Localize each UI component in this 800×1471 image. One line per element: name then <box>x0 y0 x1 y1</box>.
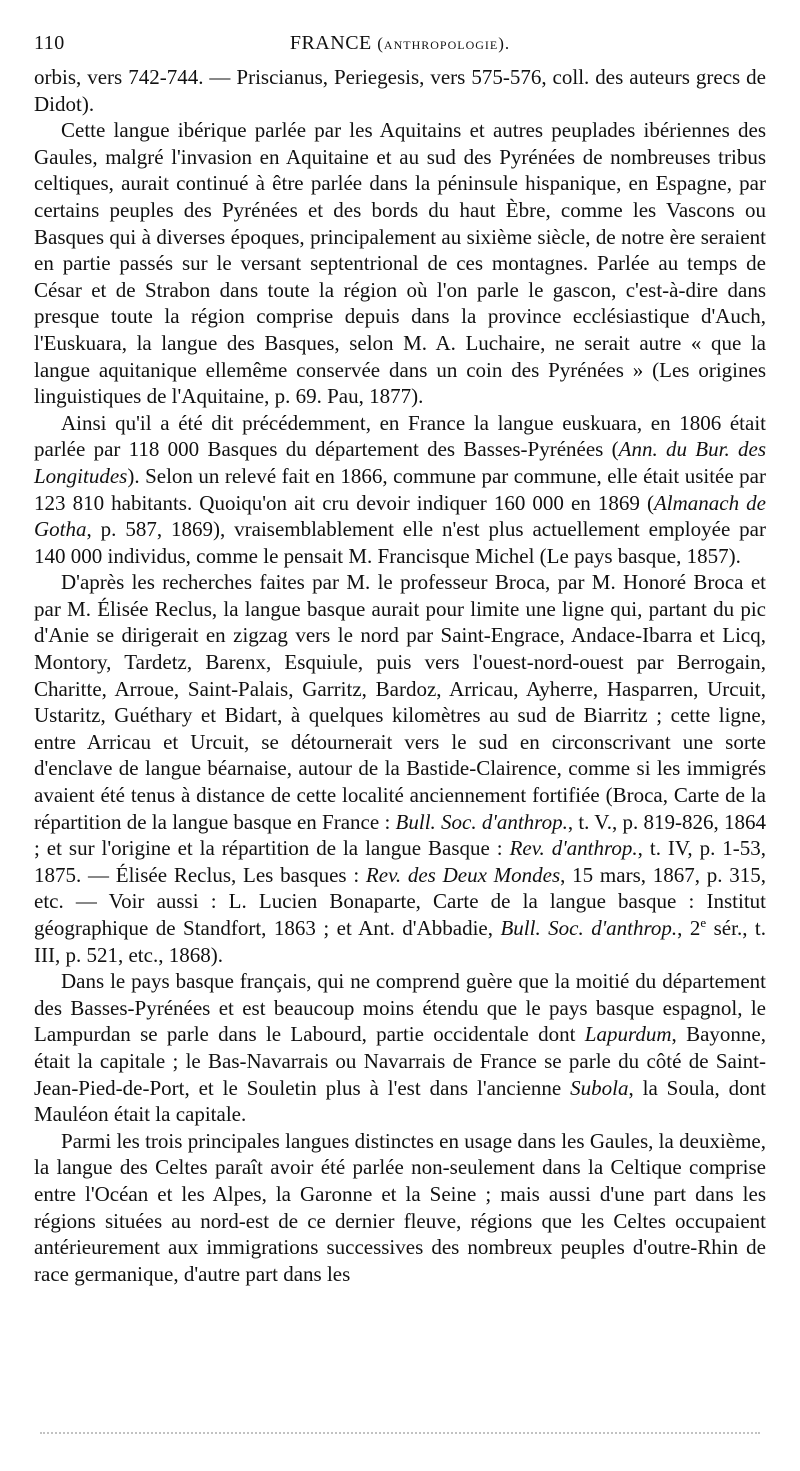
italic-citation: Subola <box>570 1075 629 1100</box>
text-run: , 2 <box>677 916 701 940</box>
running-header <box>34 30 766 56</box>
text-run: Dans le pays basque français, qui ne comprend guère que la moitié du département des Basses-Pyrénées et est beaucoup moins étendu que le pays basque espagnol, le Lampurdan se parle dans le Labourd, partie occidentale dont <box>34 969 766 1047</box>
header-subtitle: (anthropologie). <box>377 34 511 53</box>
text-run: , p. 587, 1869), vraisemblablement elle n'est plus actuellement employée par 140 000 individus, comme le pensait M. Francisque Michel (Le pays basque, 1857). <box>34 517 766 568</box>
page-number: 110 <box>34 32 65 54</box>
header-title-group <box>34 30 766 57</box>
text-run: , t. IV, p. 1-53, 1875. — Élisée Reclus, Les basques : <box>34 836 767 887</box>
text-run: ). Selon un relevé fait en 1866, commune par commune, elle était usitée par 123 810 habitants. Quoiqu'on ait cru devoir indiquer 160 000 en 1869 ( <box>34 463 766 515</box>
text-run: Ainsi qu'il a été dit précédemment, en France la langue euskuara, en 1806 était parlée par 118 000 Basques du département des Basses-Pyrénées ( <box>34 410 766 462</box>
text-run: , la Soula, dont Mauléon était la capitale. <box>34 1075 766 1127</box>
italic-citation: Bull. Soc. d'anthrop. <box>500 916 678 940</box>
text-run: Parmi les trois principales langues distinctes en usage dans les Gaules, la deuxième, la langue des Celtes paraît avoir été parlée non-seulement dans la Celtique comprise entre l'Océan et les Alpes, la Garonne et la Seine ; mais aussi d'une part dans les régions situées au nord-est de ce dernier fleuve, régions que les Celtes occupaient antérieurement aux immigrations successives des nombreux peuples d'outre-Rhin de race germanique, d'autre part dans les <box>34 1128 766 1286</box>
text-run: , 15 mars, 1867, p. 315, etc. — Voir aussi : L. Lucien Bonaparte, Carte de la langue basque : Institut géographique de Standfort, 1863 ; et Ant. d'Abbadie, <box>34 862 767 940</box>
paragraph <box>34 64 766 117</box>
text-run: sér., t. III, p. 521, etc., 1868). <box>34 916 767 967</box>
text-run: , Bayonne, était la capitale ; le Bas-Navarrais ou Navarrais de France se parle du côté de Saint-Jean-Pied-de-Port, et le Souletin plus à l'est dans l'ancienne <box>34 1022 766 1100</box>
paragraph <box>34 410 766 570</box>
paragraph <box>34 117 766 410</box>
page-edge-artifact <box>40 1432 760 1438</box>
paragraph <box>34 968 766 1128</box>
text-run: Cette langue ibérique parlée par les Aquitains et autres peuplades ibériennes des Gaules, malgré l'invasion en Aquitaine et au sud des Pyrénées de nombreuses tribus celtiques, aurait continué à être parlée dans la péninsule hispanique, en Espagne, par certains peuples des Pyrénées et des bords du haut Èbre, comme les Vascons ou Basques qui à diverses époques, principalement au sixième siècle, de notre ère seraient en partie passés sur le versant septentrional de ces montagnes. Parlée au temps de César et de Strabon dans toute la région où l'on parle le gascon, c'est-à-dire dans presque toute la région comprise depuis dans la province ecclésiastique d'Auch, l'Euskuara, la langue des Basques, selon M. A. Luchaire, ne serait autre « que la langue aquitanique ellemême conservée dans un coin des Pyrénées » (Les origines linguistiques de l'Aquitaine, p. 69. Pau, 1877). <box>34 118 766 409</box>
text-run: , t. V., p. 819-826, 1864 ; et sur l'origine et la répartition de la langue Basque : <box>34 809 766 861</box>
italic-citation: Rev. des Deux Mondes <box>365 862 561 887</box>
text-run: D'après les recherches faites par M. le professeur Broca, par M. Honoré Broca et par M. Élisée Reclus, la langue basque aurait pour limite une ligne qui, partant du pic d'Anie se dirigerait en zigzag vers le nord par Saint-Engrace, Andace-Ibarra et Licq, Montory, Tardetz, Barenx, Esquiule, puis vers l'ouest-nord-ouest par Berrogain, Charitte, Arroue, Saint-Palais, Garritz, Bardoz, Arricau, Ayherre, Hasparren, Urcuit, Ustaritz, Guéthary et Bidart, à quelques kilomètres au sud de Biarritz ; cette ligne, entre Arricau et Urcuit, se détournerait vers le sud en circonscrivant une sorte d'enclave de langue béarnaise, autour de la Bastide-Clairence, comme si les immigrés avaient été tenus à distance de cette localité anciennement fortifiée (Broca, Carte de la répartition de la langue basque en France : <box>34 570 766 834</box>
italic-citation: Almanach de Gotha <box>34 490 766 542</box>
italic-citation: Ann. du Bur. des Longitudes <box>34 437 766 488</box>
text-run: orbis, vers 742-744. — Priscianus, Periegesis, vers 575-576, coll. des auteurs grecs de Didot). <box>34 65 766 116</box>
italic-citation: Rev. d'anthrop. <box>509 836 638 861</box>
document-page <box>34 30 766 1287</box>
superscript: e <box>700 915 707 930</box>
paragraph <box>34 569 766 968</box>
italic-citation: Bull. Soc. d'anthrop. <box>395 809 568 834</box>
body-text <box>34 64 766 1287</box>
paragraph <box>34 1128 766 1288</box>
italic-citation: Lapurdum <box>584 1022 672 1047</box>
header-title: FRANCE <box>289 32 372 54</box>
